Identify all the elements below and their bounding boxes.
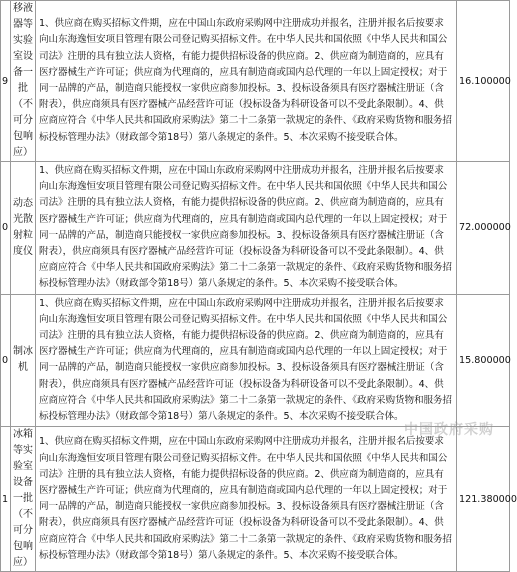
table-row <box>1 1 510 162</box>
item-requirements: 1、供应商在购买招标文件期，应在中国山东政府采购网中注册成功并报名，注册并报名后按要求向山东海逸恒安项目管理有限公司登记购买招标文件。在中华人民共和国依照《中华人民共和国公司法》注册的具有独立法人资格，有能力提供招标设备的供应商。2、供应商为制造商的，应具有医疗器械生产许可证；供应商为代理商的，应具有制造商或国内总代理的一年以上固定授权；对于同一品牌的产品，制造商只能授权一家供应商参加投标。3、投标设备须具有医疗器械注册证（含附表），供应商须具有医疗器械产品经营许可证（投标设备为科研设备可以不受此条限制）。4、供应商应符合《中华人民共和国政府采购法》第二十二条第一款规定的条件、《政府采购货物和服务招标投标管理办法》（财政部令第18号）第八条规定的条件。5、本次采购不接受联合体。 <box>36 427 457 572</box>
item-amount: 16.100000 <box>457 1 510 162</box>
table-row <box>1 294 510 427</box>
item-name: 动态光散射粒度仪 <box>11 162 36 295</box>
row-index: 9 <box>1 1 11 162</box>
table-row <box>1 427 510 572</box>
item-amount: 72.000000 <box>457 162 510 295</box>
item-name: 制冰机 <box>11 294 36 427</box>
item-requirements: 1、供应商在购买招标文件期，应在中国山东政府采购网中注册成功并报名，注册并报名后按要求向山东海逸恒安项目管理有限公司登记购买招标文件。在中华人民共和国依照《中华人民共和国公司法》注册的具有独立法人资格，有能力提供招标设备的供应商。2、供应商为制造商的，应具有医疗器械生产许可证；供应商为代理商的，应具有制造商或国内总代理的一年以上固定授权；对于同一品牌的产品，制造商只能授权一家供应商参加投标。3、投标设备须具有医疗器械注册证（含附表），供应商须具有医疗器械产品经营许可证（投标设备为科研设备可以不受此条限制）。4、供应商应符合《中华人民共和国政府采购法》第二十二条第一款规定的条件、《政府采购货物和服务招标投标管理办法》（财政部令第18号）第八条规定的条件。5、本次采购不接受联合体。 <box>36 1 457 162</box>
item-amount: 121.380000 <box>457 427 510 572</box>
item-amount: 15.800000 <box>457 294 510 427</box>
item-name: 冰箱等实验室设备一批（不可分包响应） <box>11 427 36 572</box>
table-row <box>1 162 510 295</box>
item-name: 移液器等实验室设备一批（不可分包响应） <box>11 1 36 162</box>
item-requirements: 1、供应商在购买招标文件期，应在中国山东政府采购网中注册成功并报名，注册并报名后按要求向山东海逸恒安项目管理有限公司登记购买招标文件。在中华人民共和国依照《中华人民共和国公司法》注册的具有独立法人资格，有能力提供招标设备的供应商。2、供应商为制造商的，应具有医疗器械生产许可证；供应商为代理商的，应具有制造商或国内总代理的一年以上固定授权；对于同一品牌的产品，制造商只能授权一家供应商参加投标。3、投标设备须具有医疗器械注册证（含附表），供应商须具有医疗器械产品经营许可证（投标设备为科研设备可以不受此条限制）。4、供应商应符合《中华人民共和国政府采购法》第二十二条第一款规定的条件、《政府采购货物和服务招标投标管理办法》（财政部令第18号）第八条规定的条件。5、本次采购不接受联合体。 <box>36 294 457 427</box>
row-index: 0 <box>1 294 11 427</box>
watermark: 中国政府采购 <box>404 422 494 438</box>
row-index: 1 <box>1 427 11 572</box>
row-index: 0 <box>1 162 11 295</box>
item-requirements: 1、供应商在购买招标文件期，应在中国山东政府采购网中注册成功并报名，注册并报名后按要求向山东海逸恒安项目管理有限公司登记购买招标文件。在中华人民共和国依照《中华人民共和国公司法》注册的具有独立法人资格，有能力提供招标设备的供应商。2、供应商为制造商的，应具有医疗器械生产许可证；供应商为代理商的，应具有制造商或国内总代理的一年以上固定授权；对于同一品牌的产品，制造商只能授权一家供应商参加投标。3、投标设备须具有医疗器械注册证（含附表），供应商须具有医疗器械产品经营许可证（投标设备为科研设备可以不受此条限制）。4、供应商应符合《中华人民共和国政府采购法》第二十二条第一款规定的条件、《政府采购货物和服务招标投标管理办法》（财政部令第18号）第八条规定的条件。5、本次采购不接受联合体。 <box>36 162 457 295</box>
